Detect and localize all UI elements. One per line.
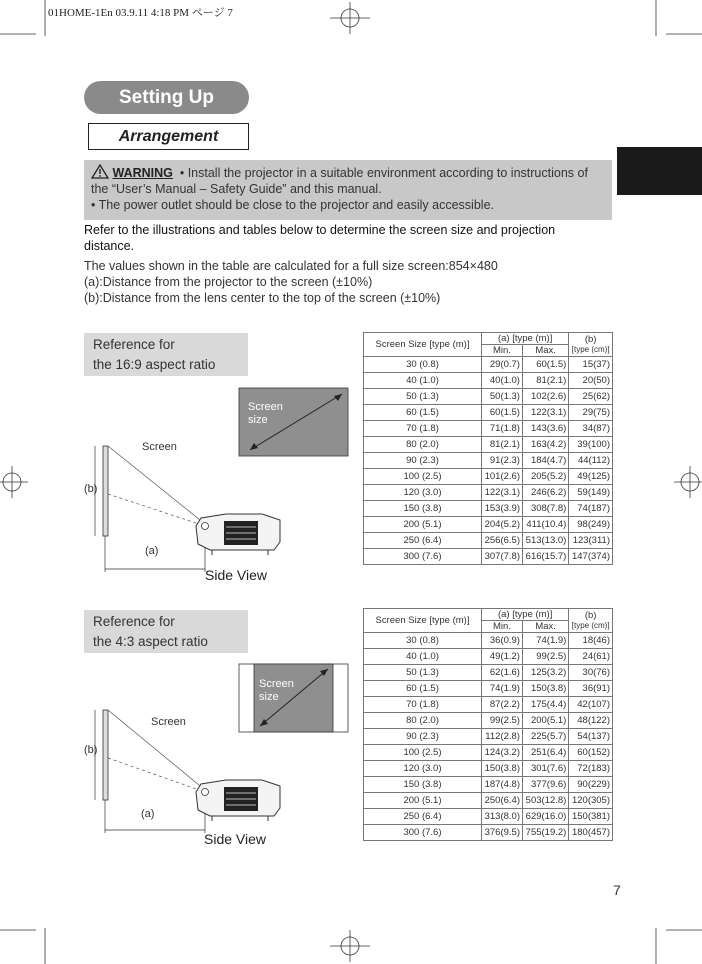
b-cell: 59(149) — [569, 485, 613, 501]
screen-size-cell: 50 (1.3) — [364, 389, 482, 405]
a-min-cell: 313(8.0) — [482, 809, 523, 825]
screen-size-label-4-3: Screen size — [259, 678, 294, 703]
b-cell: 98(249) — [569, 517, 613, 533]
table-row — [364, 681, 613, 697]
screen-size-cell: 30 (0.8) — [364, 357, 482, 373]
a-min-cell: 122(3.1) — [482, 485, 523, 501]
header-b-unit: [type (cm)] — [571, 344, 610, 354]
a-min-cell: 124(3.2) — [482, 745, 523, 761]
header-screen-size: Screen Size [type (m)] — [364, 333, 482, 357]
screen-size-label-16-9: Screen size — [248, 401, 283, 426]
screen-size-cell: 300 (7.6) — [364, 549, 482, 565]
a-max-cell: 200(5.1) — [522, 713, 568, 729]
a-max-cell: 81(2.1) — [522, 373, 568, 389]
b-cell: 72(183) — [569, 761, 613, 777]
a-min-cell: 40(1.0) — [482, 373, 523, 389]
header-b-unit: [type (cm)] — [571, 620, 610, 630]
b-cell: 147(374) — [569, 549, 613, 565]
table-row — [364, 713, 613, 729]
screen-size-cell: 70 (1.8) — [364, 697, 482, 713]
a-min-cell: 153(3.9) — [482, 501, 523, 517]
table-row — [364, 809, 613, 825]
screen-size-cell: 40 (1.0) — [364, 649, 482, 665]
b-cell: 123(311) — [569, 533, 613, 549]
a-min-cell: 99(2.5) — [482, 713, 523, 729]
screen-size-cell: 200 (5.1) — [364, 517, 482, 533]
a-min-cell: 50(1.3) — [482, 389, 523, 405]
b-cell: 48(122) — [569, 713, 613, 729]
a-max-cell: 102(2.6) — [522, 389, 568, 405]
b-cell: 180(457) — [569, 825, 613, 841]
header-b-label: (b) — [584, 609, 597, 621]
a-min-cell: 87(2.2) — [482, 697, 523, 713]
screen-size-cell: 120 (3.0) — [364, 761, 482, 777]
a-min-cell: 71(1.8) — [482, 421, 523, 437]
header-a: (a) [type (m)] — [482, 333, 569, 345]
header-max: Max. — [522, 345, 568, 357]
intro-text: Refer to the illustrations and tables below to determine the screen size and projection distance. — [84, 223, 556, 253]
reference-16-9-line-1: Reference for — [93, 337, 175, 352]
a-min-cell: 376(9.5) — [482, 825, 523, 841]
page-number: 7 — [613, 882, 621, 898]
b-cell: 74(187) — [569, 501, 613, 517]
header-b-label: (b) — [584, 333, 597, 345]
header-screen-size: Screen Size [type (m)] — [364, 609, 482, 633]
a-min-cell: 62(1.6) — [482, 665, 523, 681]
a-max-cell: 411(10.4) — [522, 517, 568, 533]
screen-size-cell: 70 (1.8) — [364, 421, 482, 437]
a-max-cell: 755(19.2) — [522, 825, 568, 841]
a-max-cell: 122(3.1) — [522, 405, 568, 421]
table-row — [364, 777, 613, 793]
screen-size-cell: 80 (2.0) — [364, 437, 482, 453]
a-max-cell: 143(3.6) — [522, 421, 568, 437]
screen-size-cell: 90 (2.3) — [364, 729, 482, 745]
reference-4-3-line-1: Reference for — [93, 614, 175, 629]
b-cell: 24(61) — [569, 649, 613, 665]
table-row — [364, 649, 613, 665]
b-cell: 30(76) — [569, 665, 613, 681]
a-max-cell: 163(4.2) — [522, 437, 568, 453]
a-max-cell: 513(13.0) — [522, 533, 568, 549]
a-max-cell: 150(3.8) — [522, 681, 568, 697]
header-a: (a) [type (m)] — [482, 609, 569, 621]
screen-size-cell: 40 (1.0) — [364, 373, 482, 389]
a-min-cell: 60(1.5) — [482, 405, 523, 421]
screen-size-cell: 80 (2.0) — [364, 713, 482, 729]
screen-size-cell: 120 (3.0) — [364, 485, 482, 501]
a-max-cell: 377(9.6) — [522, 777, 568, 793]
b-cell: 120(305) — [569, 793, 613, 809]
table-row — [364, 761, 613, 777]
a-min-cell: 187(4.8) — [482, 777, 523, 793]
header-min: Min. — [482, 345, 523, 357]
b-cell: 90(229) — [569, 777, 613, 793]
b-cell: 18(46) — [569, 633, 613, 649]
a-max-cell: 225(5.7) — [522, 729, 568, 745]
header-max: Max. — [522, 621, 568, 633]
subsection-title: Arrangement — [88, 123, 249, 150]
b-cell: 20(50) — [569, 373, 613, 389]
b-cell: 25(62) — [569, 389, 613, 405]
a-max-cell: 246(6.2) — [522, 485, 568, 501]
screen-size-cell: 100 (2.5) — [364, 469, 482, 485]
b-cell: 49(125) — [569, 469, 613, 485]
a-max-cell: 184(4.7) — [522, 453, 568, 469]
table-row — [364, 793, 613, 809]
screen-size-cell: 250 (6.4) — [364, 533, 482, 549]
header-min: Min. — [482, 621, 523, 633]
a-max-cell: 125(3.2) — [522, 665, 568, 681]
b-cell: 54(137) — [569, 729, 613, 745]
a-min-cell: 49(1.2) — [482, 649, 523, 665]
values-note-line-2: (a):Distance from the projector to the screen (±10%) — [84, 275, 373, 289]
a-max-cell: 629(16.0) — [522, 809, 568, 825]
screen-label-4-3: Screen — [151, 716, 186, 728]
a-min-cell: 112(2.8) — [482, 729, 523, 745]
values-note-line-1: The values shown in the table are calculated for a full size screen:854×480 — [84, 259, 498, 273]
screen-size-cell: 300 (7.6) — [364, 825, 482, 841]
b-cell: 36(91) — [569, 681, 613, 697]
header-b — [569, 609, 613, 633]
a-max-cell: 503(12.8) — [522, 793, 568, 809]
a-max-cell: 205(5.2) — [522, 469, 568, 485]
a-max-cell: 301(7.6) — [522, 761, 568, 777]
a-min-cell: 74(1.9) — [482, 681, 523, 697]
b-cell: 34(87) — [569, 421, 613, 437]
b-cell: 44(112) — [569, 453, 613, 469]
table-4-3 — [363, 608, 613, 841]
reference-16-9-line-2: the 16:9 aspect ratio — [93, 357, 216, 372]
a-label-16-9: (a) — [145, 545, 159, 557]
screen-size-cell: 60 (1.5) — [364, 681, 482, 697]
a-max-cell: 308(7.8) — [522, 501, 568, 517]
a-max-cell: 60(1.5) — [522, 357, 568, 373]
screen-size-cell: 60 (1.5) — [364, 405, 482, 421]
warning-line-1: • Install the projector in a suitable environment according to instructions of the “User’s Manual – Safety Guide” and this manual. — [91, 166, 588, 196]
table-row — [364, 825, 613, 841]
warning-line-2: • The power outlet should be close to the projector and easily accessible. — [91, 198, 494, 212]
side-view-label-16-9: Side View — [205, 567, 268, 583]
screen-size-cell: 100 (2.5) — [364, 745, 482, 761]
a-label-4-3: (a) — [141, 808, 155, 820]
screen-size-cell: 150 (3.8) — [364, 777, 482, 793]
table-row — [364, 633, 613, 649]
a-min-cell: 150(3.8) — [482, 761, 523, 777]
print-header-note: 01HOME-1En 03.9.11 4:18 PM ページ 7 — [48, 7, 233, 19]
screen-label-16-9: Screen — [142, 441, 177, 453]
screen-size-cell: 90 (2.3) — [364, 453, 482, 469]
a-min-cell: 101(2.6) — [482, 469, 523, 485]
a-max-cell: 175(4.4) — [522, 697, 568, 713]
table-row — [364, 697, 613, 713]
b-cell: 60(152) — [569, 745, 613, 761]
a-min-cell: 81(2.1) — [482, 437, 523, 453]
a-max-cell: 616(15.7) — [522, 549, 568, 565]
screen-size-cell: 50 (1.3) — [364, 665, 482, 681]
warning-label: WARNING — [112, 166, 173, 180]
a-max-cell: 99(2.5) — [522, 649, 568, 665]
table-row — [364, 745, 613, 761]
b-cell: 39(100) — [569, 437, 613, 453]
b-cell: 15(37) — [569, 357, 613, 373]
values-note-line-3: (b):Distance from the lens center to the top of the screen (±10%) — [84, 291, 441, 305]
a-min-cell: 36(0.9) — [482, 633, 523, 649]
b-label-4-3: (b) — [84, 744, 98, 756]
a-min-cell: 256(6.5) — [482, 533, 523, 549]
screen-size-cell: 250 (6.4) — [364, 809, 482, 825]
table-row — [364, 729, 613, 745]
reference-4-3-line-2: the 4:3 aspect ratio — [93, 634, 208, 649]
a-min-cell: 250(6.4) — [482, 793, 523, 809]
table-row — [364, 665, 613, 681]
screen-size-cell: 150 (3.8) — [364, 501, 482, 517]
a-min-cell: 204(5.2) — [482, 517, 523, 533]
b-cell: 42(107) — [569, 697, 613, 713]
a-min-cell: 29(0.7) — [482, 357, 523, 373]
section-title: Setting Up — [84, 81, 249, 114]
b-cell: 29(75) — [569, 405, 613, 421]
screen-size-cell: 200 (5.1) — [364, 793, 482, 809]
b-cell: 150(381) — [569, 809, 613, 825]
a-min-cell: 91(2.3) — [482, 453, 523, 469]
b-label-16-9: (b) — [84, 483, 98, 495]
a-min-cell: 307(7.8) — [482, 549, 523, 565]
side-view-label-4-3: Side View — [204, 831, 267, 847]
screen-size-cell: 30 (0.8) — [364, 633, 482, 649]
a-max-cell: 251(6.4) — [522, 745, 568, 761]
a-max-cell: 74(1.9) — [522, 633, 568, 649]
